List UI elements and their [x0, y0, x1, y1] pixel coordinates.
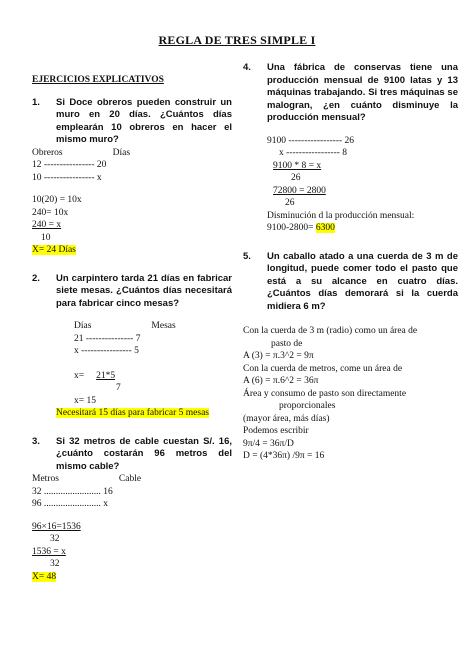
problem-number: 1. — [32, 96, 40, 108]
step-label: x= — [74, 370, 85, 381]
answer-highlight: Necesitará 15 días para fabricar 5 mesas — [56, 408, 209, 418]
answer-highlight: 6300 — [315, 223, 335, 233]
ratio-row: 32 ........................ 16 — [32, 486, 113, 497]
step-line: 9100 * 8 = x — [273, 160, 322, 171]
problem-2-work — [32, 320, 232, 407]
column-header: Obreros — [32, 147, 63, 158]
step-line: 72800 = 2800 — [273, 185, 326, 196]
ratio-row: 96 ........................ x — [32, 499, 108, 509]
solution-line: Podemos escribir — [243, 426, 309, 436]
solution-line: pasto de — [271, 338, 303, 349]
column-header: Metros — [32, 474, 59, 484]
section-heading: EJERCICIOS EXPLICATIVOS — [32, 75, 164, 85]
problem-number: 4. — [243, 62, 251, 73]
left-column — [32, 74, 232, 583]
solution-line: proporcionales — [279, 401, 336, 411]
problem-number: 5. — [243, 250, 251, 262]
solution-line: A (3) = π.3^2 = 9π — [243, 351, 314, 361]
solution-line: Área y consumo de pasto son directamente — [243, 388, 407, 399]
problem-5-work — [243, 325, 458, 463]
step-line: 9100-2800= — [267, 223, 316, 233]
step-line: 96×16=1536 — [32, 521, 81, 532]
ratio-row: x ----------------- 8 — [279, 148, 348, 158]
ratio-row: 9100 ----------------- 26 — [267, 135, 355, 146]
problem-1-question — [32, 97, 232, 147]
problem-5-question — [243, 251, 458, 314]
problem-4-work — [243, 135, 458, 235]
step-line: 26 — [285, 198, 295, 208]
problem-text: Si Doce obreros pueden construir un muro en 20 días. ¿Cuántos días emplearán 10 obreros en hacer el mismo muro? — [56, 96, 232, 145]
step-line: 1536 = x — [32, 546, 66, 557]
column-header: Días — [112, 147, 131, 158]
step-line: Disminución d la producción mensual: — [267, 210, 415, 221]
problem-text: Un carpintero tarda 21 días en fabricar siete mesas. ¿Cuántos días necesitará para fabricar cinco mesas? — [56, 272, 232, 309]
step-line: 32 — [50, 559, 60, 569]
solution-line: 9π/4 = 36π/D — [243, 438, 294, 449]
problem-number: 2. — [32, 272, 40, 284]
step-line: 32 — [50, 534, 60, 544]
column-header: Cable — [118, 474, 142, 484]
page-title: REGLA DE TRES SIMPLE I — [158, 33, 316, 47]
solution-line: D = (4*36π) /9π = 16 — [243, 451, 325, 461]
column-header: Días — [74, 321, 92, 331]
answer-highlight: X= 24 Días — [32, 245, 76, 255]
ratio-row: x ---------------- 5 — [74, 346, 139, 356]
step-line: 10(20) = 10x — [32, 195, 82, 205]
step-line: 26 — [291, 173, 301, 183]
step-line: x= 15 — [74, 395, 96, 406]
ratio-row: 21 --------------- 7 — [74, 333, 141, 344]
step-line: 240= 10x — [32, 207, 69, 218]
problem-number: 3. — [32, 435, 40, 447]
problem-2-question — [32, 273, 232, 311]
problem-3-question — [32, 436, 232, 474]
solution-line: (mayor área, más días) — [243, 413, 330, 424]
problem-3-work — [32, 473, 232, 583]
answer-highlight: X= 48 — [32, 571, 57, 582]
problem-4-question — [243, 62, 458, 125]
problem-text: Si 32 metros de cable cuestan S/. 16, ¿cuánto costarán 96 metros del mismo cable? — [56, 435, 232, 472]
solution-line: A (6) = π.6^2 = 36π — [243, 376, 319, 386]
ratio-row: 10 ---------------- x — [32, 172, 102, 183]
problem-text: Un caballo atado a una cuerda de 3 m de longitud, puede comer todo el pasto que está a su alcance en cuatro días. ¿Cuántos días demorará si la cuerda midiera 6 m? — [267, 250, 458, 312]
problem-1-work — [32, 147, 232, 257]
solution-line: Con la cuerda de metros, come un área de — [243, 363, 403, 374]
problem-text: Una fábrica de conservas tiene una producción mensual de 9100 latas y 13 máquinas trabajando. Si tres máquinas se malogran, ¿en cuánto disminuye la producción mensual? — [267, 62, 458, 123]
step-line: 7 — [116, 383, 121, 393]
step-line: 21*5 — [96, 370, 116, 381]
solution-line: Con la cuerda de 3 m (radio) como un área de — [243, 326, 418, 336]
ratio-row: 12 ---------------- 20 — [32, 160, 107, 170]
step-line: 10 — [41, 232, 51, 243]
step-line: 240 = x — [32, 220, 62, 230]
column-header: Mesas — [151, 321, 176, 331]
right-column — [243, 62, 458, 463]
